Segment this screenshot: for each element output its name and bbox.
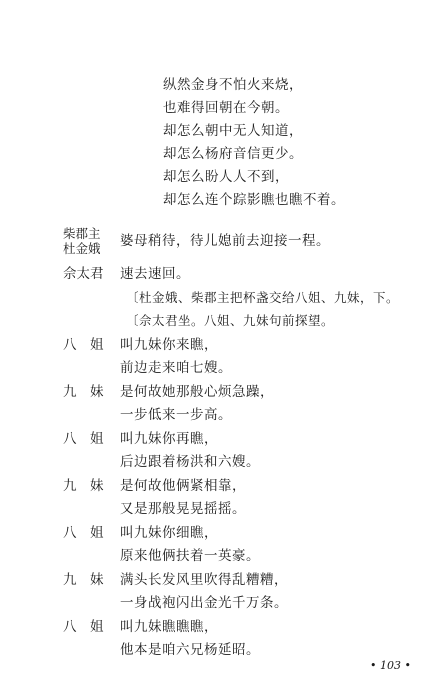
dialogue-line: 一身战袍闪出金光千万条。: [120, 595, 288, 611]
dialogue-line: 一步低来一步高。: [120, 407, 232, 423]
speaker-name: 佘太君: [63, 266, 104, 282]
dialogue-line: 前边走来咱七嫂。: [120, 360, 232, 376]
dialogue-line: 速去速回。: [120, 266, 190, 282]
verse-line: 却怎么连个踪影瞧也瞧不着。: [163, 192, 345, 208]
dialogue-line: 婆母稍待，待儿媳前去迎接一程。: [120, 233, 330, 249]
dialogue-line: 他本是咱六兄杨延昭。: [120, 642, 260, 658]
stage-direction: 〔杜金娥、柴郡主把杯盏交给八姐、九妹，下。: [126, 290, 400, 305]
verse-line: 却怎么朝中无人知道，: [163, 123, 303, 139]
dialogue-line: 原来他俩扶着一英豪。: [120, 548, 260, 564]
stage-direction: 〔佘太君坐。八姐、九妹句前探望。: [126, 313, 335, 328]
verse-line: 纵然金身不怕火来烧，: [163, 77, 303, 93]
verse-line: 却怎么杨府音信更少。: [163, 146, 303, 162]
speaker-name: 八 姐: [63, 431, 104, 447]
dialogue-line: 叫九妹你再瞧，: [120, 431, 218, 447]
speaker-name: 杜金娥: [63, 241, 101, 256]
speaker-name: 柴郡主: [63, 226, 101, 241]
speaker-name: 八 姐: [63, 525, 104, 541]
dialogue-line: 是何故他俩紧相靠，: [120, 478, 246, 494]
dialogue-line: 叫九妹你细瞧，: [120, 525, 218, 541]
dialogue-line: 是何故她那般心烦急躁，: [120, 384, 274, 400]
dialogue-line: 满头长发风里吹得乱糟糟，: [120, 572, 288, 588]
speaker-name: 九 妹: [63, 478, 104, 494]
verse-line: 却怎么盼人人不到，: [163, 169, 289, 185]
dialogue-line: 叫九妹你来瞧，: [120, 337, 218, 353]
speaker-name: 八 姐: [63, 337, 104, 353]
dialogue-line: 后边跟着杨洪和六嫂。: [120, 454, 260, 470]
speaker-name: 九 妹: [63, 384, 104, 400]
page-number: • 103 •: [370, 659, 411, 672]
dialogue-line: 又是那般晃晃摇摇。: [120, 501, 246, 517]
verse-line: 也难得回朝在今朝。: [163, 100, 289, 116]
dialogue-line: 叫九妹瞧瞧瞧，: [120, 619, 218, 635]
speaker-name: 九 妹: [63, 572, 104, 588]
speaker-name: 八 姐: [63, 619, 104, 635]
